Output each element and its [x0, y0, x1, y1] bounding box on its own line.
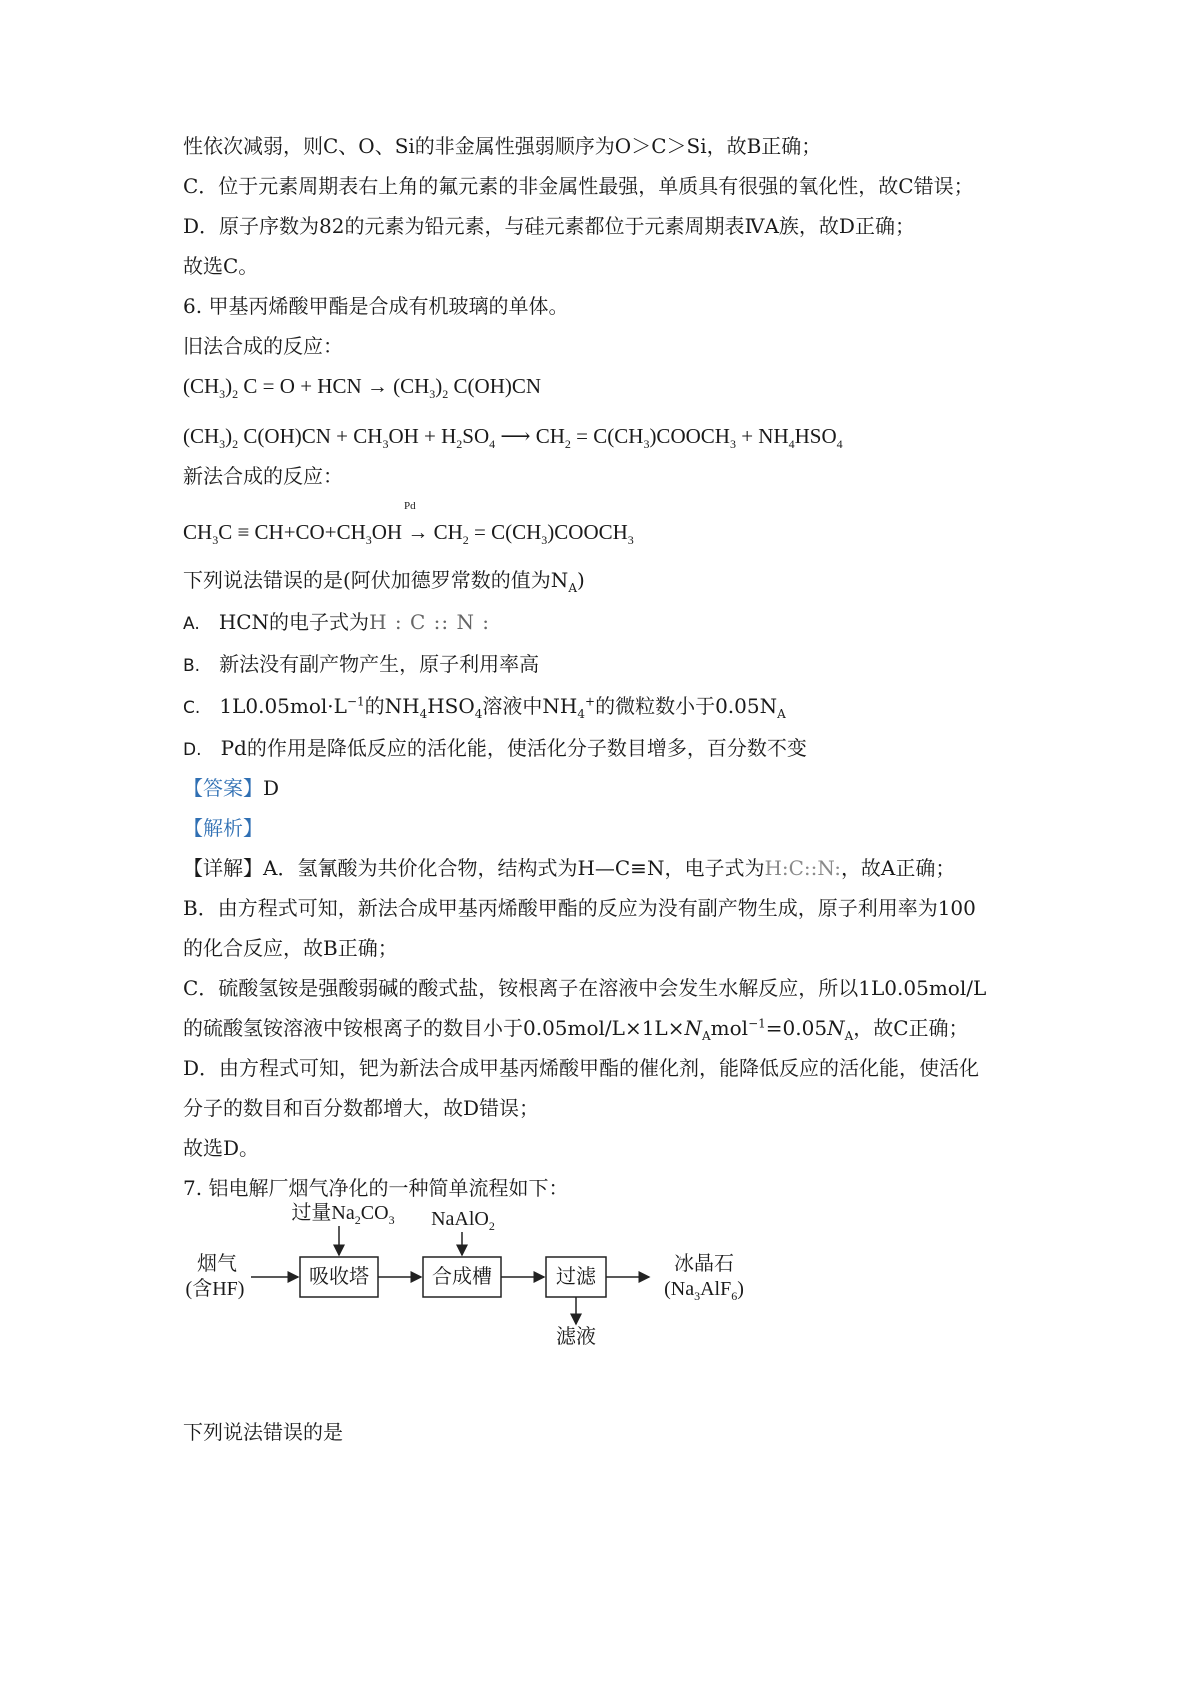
option-d: D. Pd的作用是降低反应的活化能，使活化分子数目增多，百分数不变	[183, 736, 807, 760]
analysis-line	[183, 814, 263, 842]
option-a: A. HCN的电子式为H : C :: N :	[183, 610, 491, 634]
option-b: B. 新法没有副产物产生，原子利用率高	[183, 652, 540, 676]
option-letter: D.	[183, 740, 202, 760]
question-6-title: 6. 甲基丙烯酸甲酯是合成有机玻璃的单体。	[183, 294, 569, 318]
old-reaction-1: $(CH_3)_2$ C = O + HCN → $(CH_3)_2$ C(OH)CN	[183, 374, 542, 402]
old-method-label: 旧法合成的反应：	[183, 334, 343, 358]
answer-tag: 【答案】	[183, 776, 263, 800]
catalyst-label: Pd	[404, 500, 416, 512]
option-letter: C.	[183, 698, 201, 718]
detail-line: D．由方程式可知，钯为新法合成甲基丙烯酸甲酯的催化剂，能降低反应的活化能，使活化	[183, 1056, 980, 1080]
text-line: D．原子序数为82的元素为铅元素，与硅元素都位于元素周期表ⅣA族，故D正确；	[183, 214, 915, 238]
flow-input-sub: (含HF)	[185, 1278, 245, 1300]
option-letter: A.	[183, 614, 200, 634]
option-letter: B.	[183, 656, 201, 676]
old-reaction-2: $(CH_3)_2$ $C(OH)CN + CH_3OH + H_2SO_4$ ⟶ $CH_2$ = $C(CH_3)COOCH_3 + NH_4HSO_4$	[183, 424, 843, 452]
detail-line: 的硫酸氢铵溶液中铵根离子的数目小于$0.05mol/L\times 1L\times N_Amol^{-1}=0.05N_A$，故C正确；	[183, 1016, 969, 1043]
analysis-tag: 【解析】	[183, 816, 263, 840]
detail-line: 分子的数目和百分数都增大，故D错误；	[183, 1096, 540, 1120]
flow-output-formula: $(Na_3AlF_6)$	[664, 1278, 744, 1303]
detail-line: 的化合反应，故B正确；	[183, 936, 398, 960]
electron-formula-image: H : C :: N :	[369, 610, 491, 634]
text-line: 性依次减弱，则C、O、Si的非金属性强弱顺序为O＞C＞Si，故B正确；	[183, 134, 822, 158]
flow-output-label: 冰晶石	[674, 1253, 734, 1275]
detail-line: B．由方程式可知，新法合成甲基丙烯酸甲酯的反应为没有副产物生成，原子利用率为100	[183, 896, 976, 920]
flow-input-label: 烟气	[197, 1253, 237, 1275]
question-7-title: 7. 铝电解厂烟气净化的一种简单流程如下：	[183, 1176, 569, 1200]
detail-a: 【详解】A．氢氰酸为共价化合物，结构式为H—C≡N，电子式为H:C::N:，故A正确；	[183, 856, 956, 880]
flow-box-filter-label: 过滤	[556, 1266, 596, 1288]
answer-line: 【答案】D	[183, 776, 280, 800]
flow-box-synthesis-label: 合成槽	[432, 1266, 492, 1288]
flow-filtrate-label: 滤液	[556, 1326, 596, 1348]
flow-box-absorber-label: 吸收塔	[309, 1266, 369, 1288]
question-stem: 下列说法错误的是(阿伏加德罗常数的值为$N_A$)	[183, 568, 585, 595]
flow-reagent-2: NaAlO$_2$	[431, 1208, 495, 1233]
text-line: 故选C。	[183, 254, 259, 278]
detail-line: C．硫酸氢铵是强酸弱碱的酸式盐，铵根离子在溶液中会发生水解反应，所以1L0.05mol/L	[183, 976, 987, 1000]
text-line: C．位于元素周期表右上角的氟元素的非金属性最强，单质具有很强的氧化性，故C错误；	[183, 174, 974, 198]
new-method-label: 新法合成的反应：	[183, 464, 343, 488]
new-reaction: $CH_3C \equiv CH+CO+CH_3OH \to CH_2$ = $C(CH_3)COOCH_3$	[183, 520, 634, 548]
detail-tag: 【详解】	[183, 856, 263, 880]
process-flow-diagram	[183, 1200, 783, 1380]
detail-line: 故选D。	[183, 1136, 260, 1160]
option-c: C. $1L0.05mol\cdot L^{-1}$的$NH_4HSO_4$溶液中$NH_4^+$的微粒数小于$0.05N_A$	[183, 694, 786, 721]
flow-reagent-1: 过量$Na_2CO_3$	[291, 1202, 395, 1227]
electron-formula-image: H:C::N:	[764, 856, 841, 880]
question-7-stem: 下列说法错误的是	[183, 1420, 343, 1444]
